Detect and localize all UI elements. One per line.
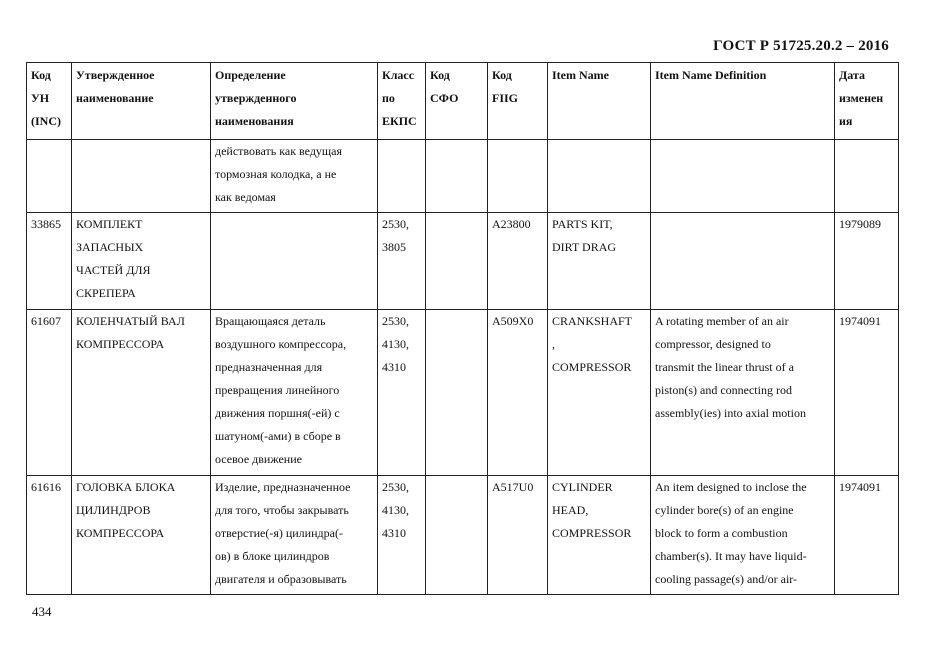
cell-class: [378, 140, 426, 213]
col-header-sfo: Код СФО: [426, 63, 488, 140]
cell-item-name: CYLINDER HEAD, COMPRESSOR: [548, 476, 651, 595]
cell-item-name: CRANKSHAFT , COMPRESSOR: [548, 310, 651, 476]
cell-class: 2530, 4130, 4310: [378, 476, 426, 595]
cell-inc: 61616: [27, 476, 72, 595]
col-header-item-name-definition: Item Name Definition: [651, 63, 835, 140]
cell-change-date: 1979089: [835, 213, 899, 310]
cell-fiig: [488, 140, 548, 213]
cell-sfo: [426, 213, 488, 310]
cell-sfo: [426, 476, 488, 595]
cell-item-name: PARTS KIT, DIRT DRAG: [548, 213, 651, 310]
col-header-change-date: Дата изменен ия: [835, 63, 899, 140]
cell-class: 2530, 3805: [378, 213, 426, 310]
table-row: [27, 310, 899, 476]
cell-fiig: A23800: [488, 213, 548, 310]
document-standard-title: ГОСТ Р 51725.20.2 – 2016: [713, 38, 889, 54]
cell-sfo: [426, 140, 488, 213]
cell-approved-name: КОЛЕНЧАТЫЙ ВАЛ КОМПРЕССОРА: [72, 310, 211, 476]
cell-approved-name: КОМПЛЕКТ ЗАПАСНЫХ ЧАСТЕЙ ДЛЯ СКРЕПЕРА: [72, 213, 211, 310]
col-header-inc: Код УН (INC): [27, 63, 72, 140]
col-header-definition: Определение утвержденного наименования: [211, 63, 378, 140]
col-header-class: Класс по ЕКПС: [378, 63, 426, 140]
col-header-approved-name: Утвержденное наименование: [72, 63, 211, 140]
cell-inc: [27, 140, 72, 213]
cell-definition: действовать как ведущая тормозная колодка, а не как ведомая: [211, 140, 378, 213]
cell-sfo: [426, 310, 488, 476]
cell-fiig: A509X0: [488, 310, 548, 476]
col-header-fiig: Код FIIG: [488, 63, 548, 140]
col-header-item-name: Item Name: [548, 63, 651, 140]
cell-definition: Вращающаяся деталь воздушного компрессора, предназначенная для превращения линейного движения поршня(-ей) с шатуном(-ами) в сборе в осевое движение: [211, 310, 378, 476]
cell-change-date: [835, 140, 899, 213]
cell-item-name-definition: [651, 140, 835, 213]
cell-item-name-definition: [651, 213, 835, 310]
table-row: [27, 140, 899, 213]
cell-approved-name: [72, 140, 211, 213]
cell-item-name-definition: An item designed to inclose the cylinder bore(s) of an engine block to form a combustion chamber(s). It may have liquid- cooling passage(s) and/or air-: [651, 476, 835, 595]
cell-item-name: [548, 140, 651, 213]
cell-class: 2530, 4130, 4310: [378, 310, 426, 476]
table-row: [27, 213, 899, 310]
cell-approved-name: ГОЛОВКА БЛОКА ЦИЛИНДРОВ КОМПРЕССОРА: [72, 476, 211, 595]
page-number: 434: [32, 604, 52, 619]
cell-item-name-definition: A rotating member of an air compressor, designed to transmit the linear thrust of a piston(s) and connecting rod assembly(ies) into axial motion: [651, 310, 835, 476]
cell-inc: 33865: [27, 213, 72, 310]
cell-definition: Изделие, предназначенное для того, чтобы закрывать отверстие(-я) цилиндра(- ов) в блоке цилиндров двигателя и образовывать: [211, 476, 378, 595]
cell-inc: 61607: [27, 310, 72, 476]
nomenclature-table: [26, 62, 899, 595]
table-row: [27, 476, 899, 595]
table-header-row: [27, 63, 899, 140]
cell-definition: [211, 213, 378, 310]
cell-fiig: A517U0: [488, 476, 548, 595]
cell-change-date: 1974091: [835, 476, 899, 595]
cell-change-date: 1974091: [835, 310, 899, 476]
